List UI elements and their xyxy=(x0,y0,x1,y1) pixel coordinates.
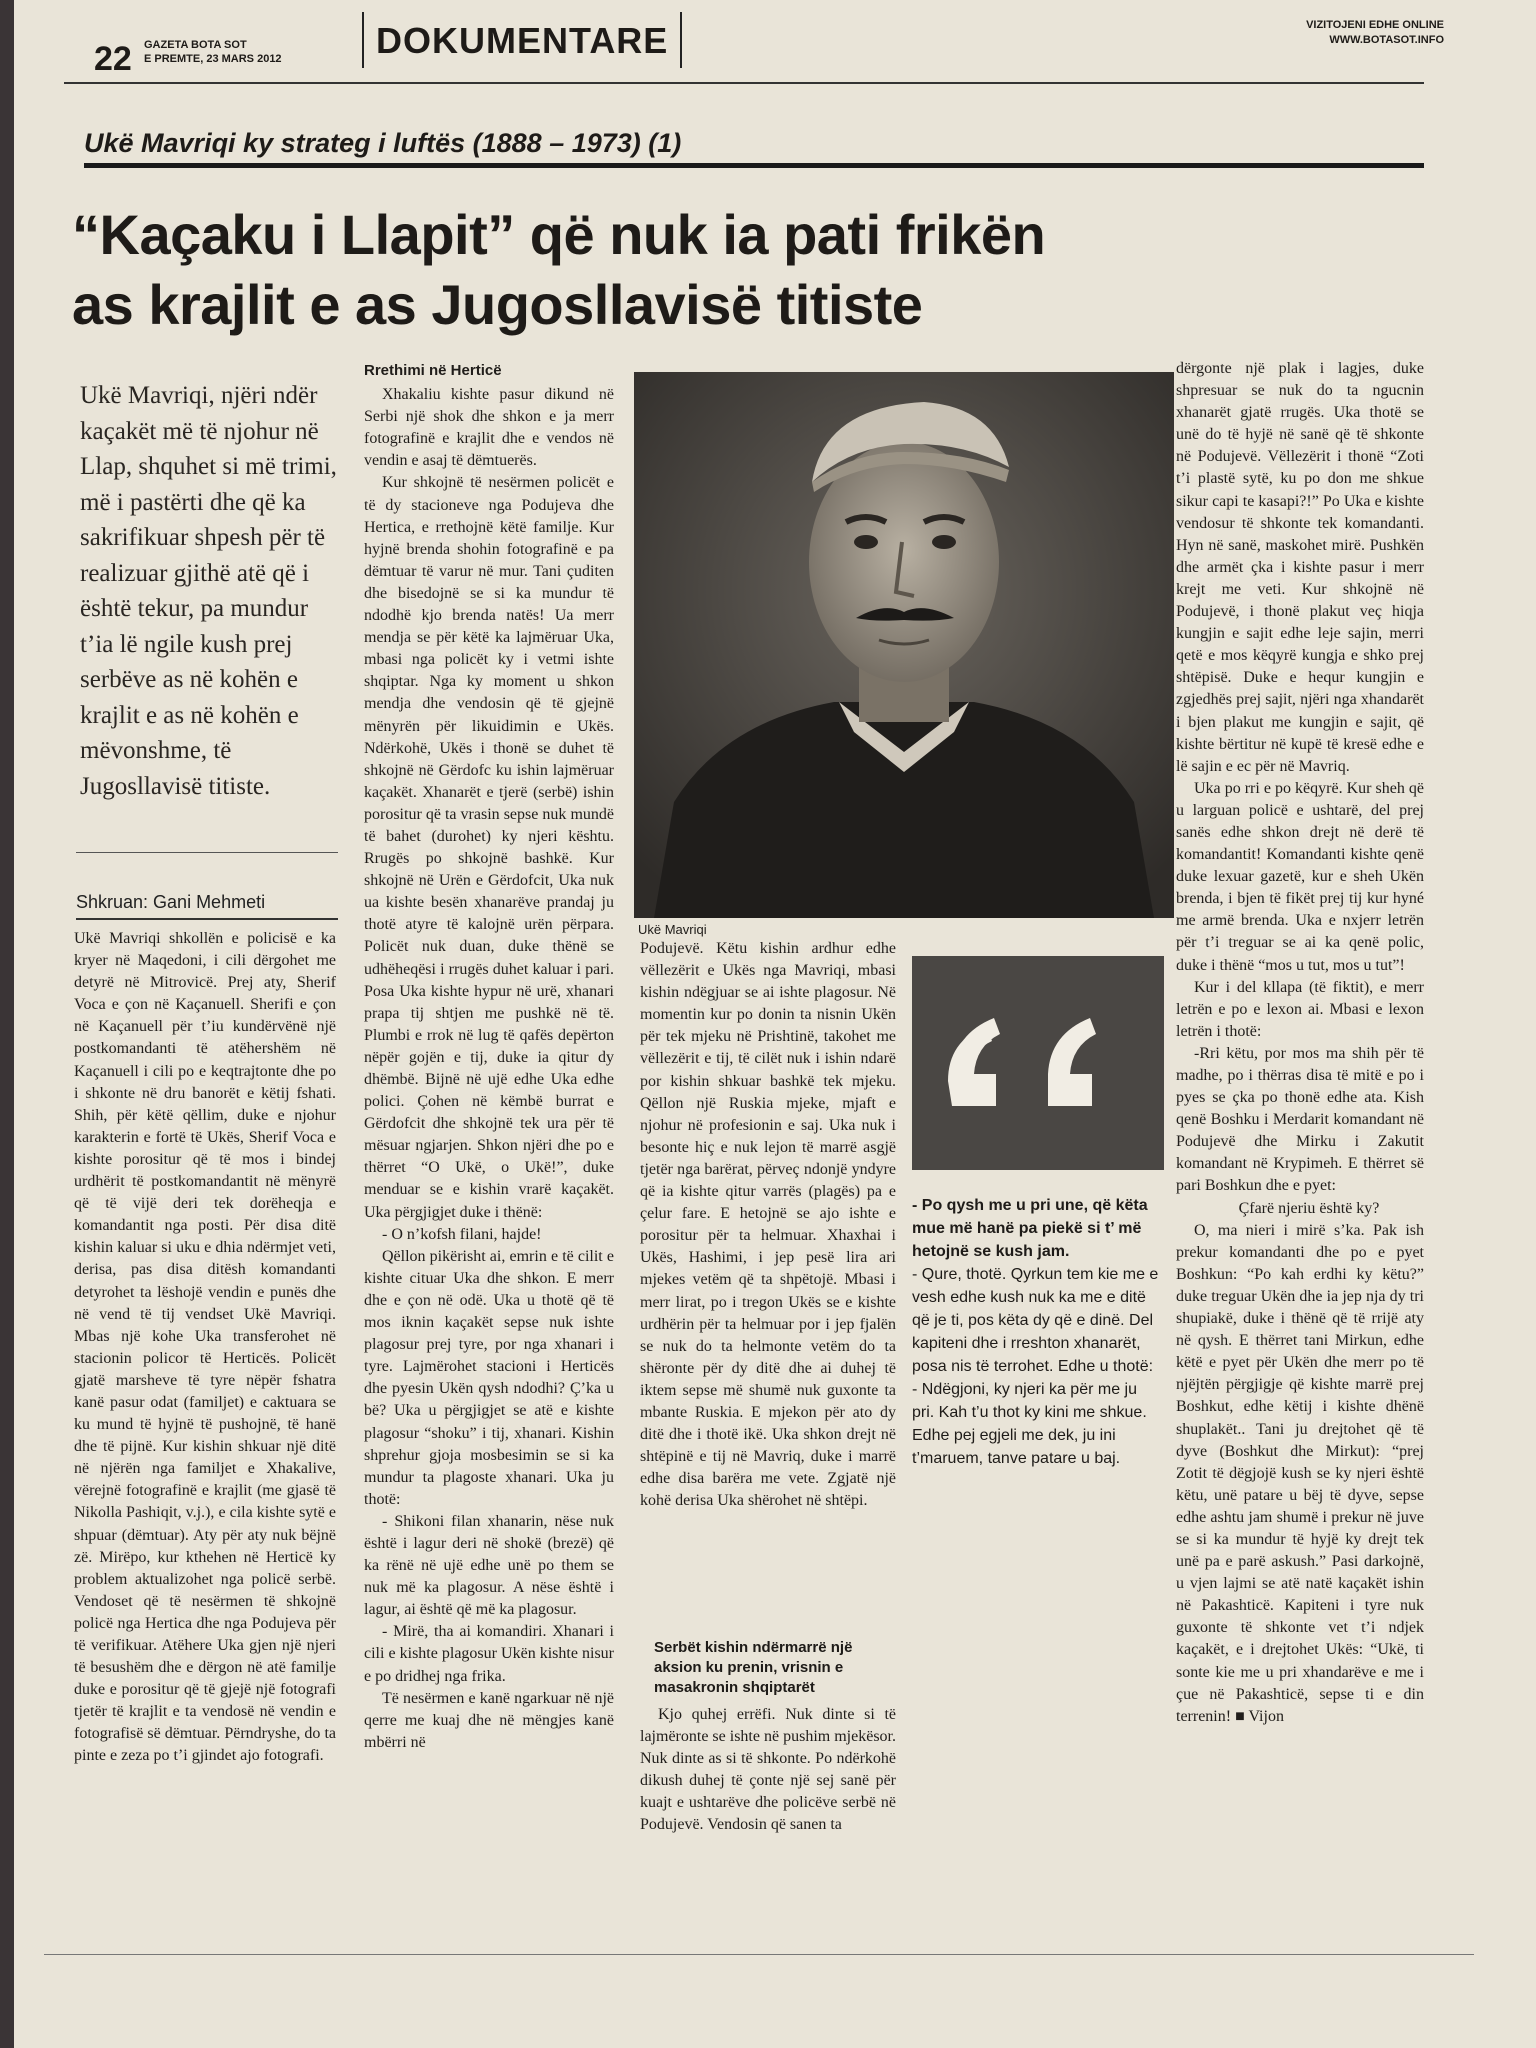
paragraph: Të nesërmen e kanë ngarkuar në një qerre me kuaj dhe në mëngjes kanë mbërri në xyxy=(364,1689,614,1751)
paragraph: Kjo quhej errëfi. Nuk dinte si të lajmëronte se ishte në pushim mjekësor. Nuk dinte as si të shkonte. Po ndërkohë dikush duhej të çonte një sej sanë për kuajt e ushtarëve dhe policëve serbë në Podujevë. Vendosin që sanen ta xyxy=(640,1706,896,1834)
paragraph: - Shikoni filan xhanarin, nëse nuk është i lagur deri në shokë (brezë) që ka rënë në ujë edhe unë po them se nuk më ka plagosur. A nëse është i lagur, ai është që më ka plagosur. xyxy=(364,1512,614,1619)
paragraph: Ukë Mavriqi shkollën e policisë e ka kryer në Maqedoni, i cili dërgohet me detyrë në Mitrovicë. Prej aty, Sherif Voca e çon në Kaçanuell. Sherifi e çon në Kaçanuell për t’iu kundërvënë një postkomandanti të atëhershëm në Kaçanuell i cili po e keqtrajtonte dhe po i shkonte në dru banorët e këtij fshati. Shih, për këtë qëllim, duke e njohur karakterin e fortë të Ukës, Sherif Voca e kishte porositur që të mos i bindej urdhërit të postkomandantit në mënyrë që të vijë deri tek dorëheqja e komandantit nga posti. Për disa ditë kishin kaluar si uku e dhia ndërmjet veti, derisa, pas disa ditësh komandanti detyrohet ta lëshojë vendin e punës dhe në vend të tij vendset Ukë Mavriqi. Mbas një kohe Uka transferohet në stacionin policor të Herticës. Policët gjatë marsheve të tyre nëpër fshatra kanë pasur odat (familjet) e caktuara se ku mund të hyjnë të pushojnë, të hanë dhe të pijnë. Kur kishin shkuar një ditë në njërën nga familjet e Xhakalive, vërejnë fotografinë e krajlit (me gjasë të Nikolla Pashiqit, v.j.), e cila kishte sytë e shpuar (dëmtuar). Aty për aty nuk bëjnë zë. Mirëpo, kur kthehen në Herticë ky problem aktualizohet nga policë serbë. Vendoset që të nesërmen të shkojnë policë nga Hertica dhe nga Podujeva për të verifikuar. Atëhere Uka gjen një njeri të besushëm dhe e dërgon në atë familje duke e porositur që të gjejë një fotografi tjetër të krajlit e ta vendosë në vendin e fotografisë së dëmtuar. Përndryshe, do ta pinte e zeza po t’i gjindet ajo fotografi. xyxy=(74,930,336,1765)
paragraph: Uka po rri e po këqyrë. Kur sheh që u larguan policë e ushtarë, del prej sanës edhe shkon drejt në derë të komandantit! Komandanti kishte qenë duke lexuar gazetë, kur e sheh Ukën brenda, i bjen të fikët prej tij kur hyné me armë brenda. Uka e nxjerr letrën për t’i treguar se ai ka qenë polic, duke i thënë “mos u tut, mos u tut”! xyxy=(1176,779,1424,974)
paragraph: Xhakaliu kishte pasur dikund në Serbi një shok dhe shkon e ja merr fotografinë e krajlit dhe e vendos në vendin e asaj të dëmtuerës. xyxy=(364,386,614,470)
web-promo xyxy=(1306,18,1444,48)
text-column-2 xyxy=(364,360,614,1960)
double-quote-icon xyxy=(912,956,1164,1170)
publication-name: GAZETA BOTA SOT xyxy=(144,39,247,51)
quote-line: - Po qysh me u pri une, që këta mue më hanë pa piekë si t’ më hetojnë se kush jam. xyxy=(912,1197,1148,1260)
column-subhead: Rrethimi në Herticë xyxy=(364,362,502,379)
text-column-1 xyxy=(74,928,336,1928)
byline-rule xyxy=(76,918,338,920)
paragraph: O, ma nieri i mirë s’ka. Pak ish prekur komandanti dhe po e pyet Boshkun: “Po kah erdhi ky këtu?” duke treguar Ukën dhe ia jep nja dy tri shupiakë, duke i thënë që të rrijë aty në qysh. E thërret tani Mirkun, edhe këtë e pyet për Ukën dhe merr po të njëjtën përgjigje që kishte marrë prej Boshkut, edhe këtij i kishte dhënë shuplakët.. Tani ju drejtohet që të dyve (Boshkut dhe Mirkut): “prej Zotit të dëgjojë kush se ky njeri është këtu, unë patare u bëj të dyve, sepse edhe ashtu jam shumë i prekur në juve se si ka mundur të hyjë ky drejt tek unë pa e parë askush.” Pasi darkojnë, u vjen lajmi se atë natë kaçakët ishin në Pakashticë. Kapiteni i tyre nuk guxonte të shkonte vet t’i ndjek kaçakët, e i drejtohet Ukës: “Ukë, ti sonte kie me u pri xhandarëve e me i çue në Pakashticë, sepse ti e din terrenin! ■ Vijon xyxy=(1176,1221,1424,1725)
paragraph: - O n’kofsh filani, hajde! xyxy=(382,1225,542,1243)
article-byline: Shkruan: Gani Mehmeti xyxy=(76,892,266,912)
pull-quote-box xyxy=(912,956,1164,1170)
web-url: WWW.BOTASOT.INFO xyxy=(1329,34,1444,46)
quote-line: - Qure, thotë. Qyrkun tem kie me e vesh edhe kush nuk ka me e ditë që je ti, pos këta dy që e dinë. Del kapiteni dhe i rreshton xhanarët, posa nis të terrohet. Edhe u thotë: xyxy=(912,1266,1159,1375)
quote-line: - Ndëgjoni, ky njeri ka për me ju pri. Kah t’u thot ky kini me shkue. Edhe pej egjeli me dek, ju ini t’maruem, tanve patare u baj. xyxy=(912,1381,1147,1467)
header-rule xyxy=(64,82,1424,84)
paragraph: Podujevë. Këtu kishin ardhur edhe vëllezërit e Ukës nga Mavriqi, mbasi kishin ndëgjuar se ai ishte plagosur. Në momentin kur po donin ta nisnin Ukën për tek mjeku në Prishtinë, takohet me vëllezërit e tij, të cilët nuk i ishin ndarë por kishin shkuar bashkë tek mjeku. Qëllon një Ruskia mjeke, mjaft e njohur në profesionin e saj. Uka nuk i besonte hiç e nuk lejon të marrë asgjë tjetër nga barërat, përveç ndonjë yndyre që ia kishte qitur varrës (plagës) pa e çelur fare. E hetojnë se ajo ishte e porositur për ta helmuar. Xhaxhai i Ukës, Hashimi, i jep pesë lira ari mjekes vetëm që ta shpëtojë. Mbasi i merr lirat, po i tregon Ukës se e kishte urdhërin për ta helmuar por i jep fjalën se nuk do ta helmonte vetëm do ta shëronte për dy ditë dhe ai duhej të iktem sepse më shumë nuk guxonte ta mbante Ruskia. E mjekon për ato dy ditë dhe i thotë ikë. Uka shkon drejt në shtëpinë e tij në Mavriq, duke i marrë edhe disa barëra me vete. Zgjatë një kohë derisa Uka shërohet në shtëpi. xyxy=(640,940,896,1510)
paragraph: Kur i del kllapa (të fiktit), e merr letrën e po e lexon ai. Mbasi e lexon letrën i thotë: xyxy=(1176,978,1424,1040)
portrait-illustration xyxy=(634,372,1174,918)
paragraph: dërgonte një plak i lagjes, duke shpresuar se nuk do ta ngucnin xhanarët gjatë rrugës. Uka thotë se unë do të hyjë në sanë që të shkonte në Podujevë. Vëllezërit i thonë “Zoti t’i plastë sytë, ku po don me shkue sikur capi te kasapi?!” Po Uka e kishte vendosur të shkonte tek komandanti. Hyn në sanë, maskohet mirë. Pushkën dhe armët çka i kishte pasur i merr krejt me veti. Kur shkojnë në Podujevë, i thonë plakut veç hiqja kungjin e sajit edhe leje sajin, merri qetë e mos këqyrë kungja e shko prej shtëpisë. Duke e hequr kungjin e zgjedhës prej sajit, njëri nga xhandarët i bjen plakut me kungjin e sajit, që kishte bërtitur në kupë të kresë edhe e lë sajin e ec për në Mavriq. xyxy=(1176,360,1424,775)
pull-quote-text xyxy=(912,1194,1162,1470)
web-label: VIZITOJENI EDHE ONLINE xyxy=(1306,19,1444,31)
page-header xyxy=(74,8,1464,78)
article-lead: Ukë Mavriqi, njëri ndër kaçakët më të njohur në Llap, shquhet si më trimi, më i pastërti dhe që ka sakrifikuar shpesh për të realizuar gjithë atë që i është tekur, pa mundur t’ia lë ngile kush prej serbëve as në kohën e krajlit e as në kohën e mëvonshme, të Jugosllavisë titiste. xyxy=(80,382,337,800)
lead-rule xyxy=(76,852,338,853)
paragraph: -Rri këtu, por mos ma shih për të madhe, po i thërras disa të mitë e po i pyes se çka po thonë edhe ata. Kish qenë Boshku i Merdarit komandant në Podujevë dhe Mirku i Zakutit komandant në Krypimeh. E thërret së pari Boshkun dhe e pyet: xyxy=(1176,1044,1424,1195)
text-column-3 xyxy=(640,938,896,1638)
text-column-5 xyxy=(1176,358,1424,1978)
kicker-rule xyxy=(84,163,1424,168)
headline-line-2: as krajlit e as Jugosllavisë titiste xyxy=(72,273,923,336)
headline-line-1: “Kaçaku i Llapit” që nuk ia pati frikën xyxy=(72,203,1046,266)
paragraph: Kur shkojnë të nesërmen policët e të dy stacioneve nga Podujeva dhe Hertica, e rrethojnë këtë familje. Kur hyjnë brenda shohin fotografinë e pa dëmtuar të varur në mur. Tani çuditen dhe bisedojnë se si ka mundur të ndodhë kjo brenda natës! Ua merr mendja se për këtë ka lajmëruar Uka, mbasi nga policët ky i vetmi ishte shqiptar. Nga ky moment u shkon mendja dhe vendosin që të gjejnë mënyrën për likuidimin e Ukës. Ndërkohë, Ukës i thonë se duhet të shkojnë në Gërdofc ku ishin lajmëruar kaçakët. Xhanarët e tjerë (serbë) ishin porositur që ta vrasin sepse nuk mundë të bahet (durohet) ky njeri kështu. Rrugës po shkojnë bashkë. Kur shkojnë në Urën e Gërdofcit, Uka nuk ua kishte besën xhanarëve prandaj ju thotë atyre të kalojnë urën përpara. Policët nuk duan, duke thënë se udhëheqësi i rrugës duhet kaluar i pari. Posa Uka kishte hypur në urë, xhanari prapa tij shtjen me pushkë në të. Plumbi e rrok në lug të qafës depërton nëpër gojën e tij, duke ia qitur dy dhëmbë. Bijnë në ujë edhe Uka edhe polici. Çohen në këmbë burrat e Gërdofcit dhe shkojnë tek ura për të mësuar ngjarjen. Shkon njëri dhe po e thërret “O Ukë, o Ukë!”, duke menduar se e kishin vrarë kaçakët. Uka përgjigjet duke i thënë: xyxy=(364,474,614,1221)
article-kicker: Ukë Mavriqi ky strateg i luftës (1888 – 1973) (1) xyxy=(84,128,682,158)
text-column-3-continued xyxy=(640,1704,896,1994)
publication-date: E PREMTE, 23 MARS 2012 xyxy=(144,53,282,65)
page-number: 22 xyxy=(94,40,132,78)
paragraph: Qëllon pikërisht ai, emrin e të cilit e kishte cituar Uka dhe shkon. E merr dhe e çon në odë. Uka u thotë që të mos iknin kaçakët sepse nuk ishte plagosur prej tyre, por nga xhanari i tyre. Lajmërohet stacioni i Herticës dhe pyesin Ukën qysh ndodhi? Ç’ka u bë? Uka u përgjigjet se atë e kishte plagosur “shoku” i tij, xhanari. Kishin shprehur gjoja mosbesimin se si ka mundur ta plagoste xhanari. Uka ju thotë: xyxy=(364,1247,614,1508)
newspaper-page xyxy=(14,0,1536,2048)
article-headline xyxy=(72,200,1402,340)
photo-caption: Ukë Mavriqi xyxy=(638,922,707,937)
footer-rule xyxy=(44,1954,1474,1955)
column-subhead: Serbët kishin ndërmarrë një aksion ku prenin, vrisnin e masakronin shqiptarët xyxy=(654,1639,853,1696)
section-rubric: DOKUMENTARE xyxy=(362,12,682,68)
paragraph: - Mirë, tha ai komandiri. Xhanari i cili e kishte plagosur Ukën kishte nisur e po dridhej nga frika. xyxy=(364,1623,614,1685)
portrait-photo xyxy=(634,372,1174,918)
publication-info xyxy=(144,38,282,66)
paragraph: Çfarë njeriu është ky? xyxy=(1238,1199,1380,1217)
